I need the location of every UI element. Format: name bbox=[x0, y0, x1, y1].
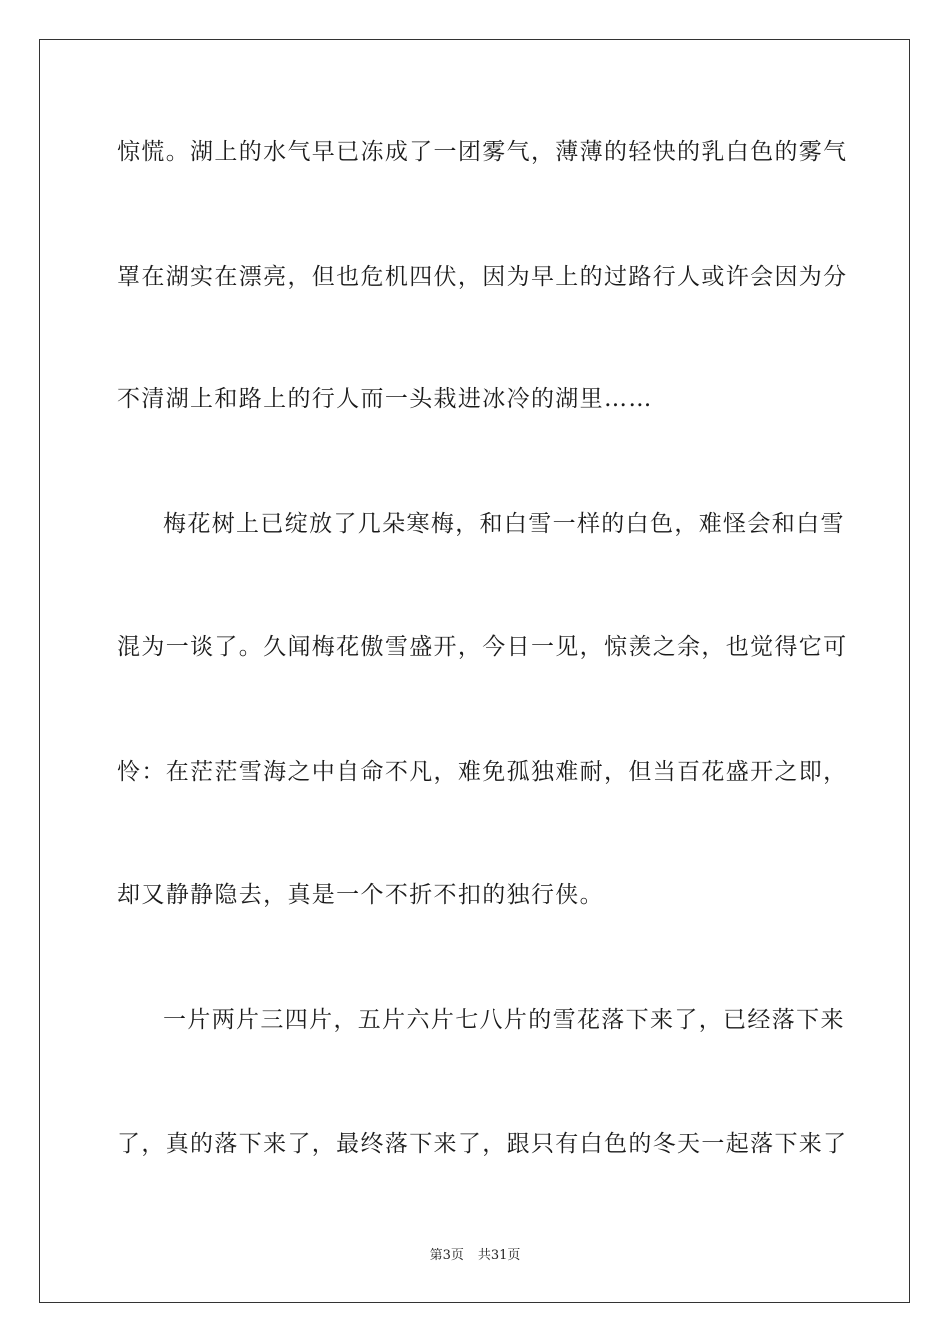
page-number: 第3页 bbox=[429, 1248, 464, 1263]
text-line: 梅花树上已绽放了几朵寒梅，和白雪一样的白色，难怪会和白雪 bbox=[163, 511, 845, 537]
text-line: 了，真的落下来了，最终落下来了，跟只有白色的冬天一起落下来了 bbox=[117, 1131, 848, 1157]
total-pages: 共31页 bbox=[477, 1248, 521, 1263]
text-line: 混为一谈了。久闻梅花傲雪盛开，今日一见，惊羡之余，也觉得它可 bbox=[117, 634, 848, 660]
text-line: 惊慌。湖上的水气早已冻成了一团雾气，薄薄的轻快的乳白色的雾气 bbox=[117, 139, 848, 165]
page-footer bbox=[0, 1247, 950, 1265]
page-border bbox=[39, 39, 910, 1303]
text-line: 怜：在茫茫雪海之中自命不凡，难免孤独难耐，但当百花盛开之即， bbox=[117, 759, 848, 785]
text-line: 一片两片三四片，五片六片七八片的雪花落下来了，已经落下来 bbox=[163, 1007, 845, 1033]
text-line: 不清湖上和路上的行人而一头栽进冰冷的湖里…… bbox=[117, 386, 653, 412]
text-line: 却又静静隐去，真是一个不折不扣的独行侠。 bbox=[117, 882, 604, 908]
text-line: 罩在湖实在漂亮，但也危机四伏，因为早上的过路行人或许会因为分 bbox=[117, 264, 848, 290]
